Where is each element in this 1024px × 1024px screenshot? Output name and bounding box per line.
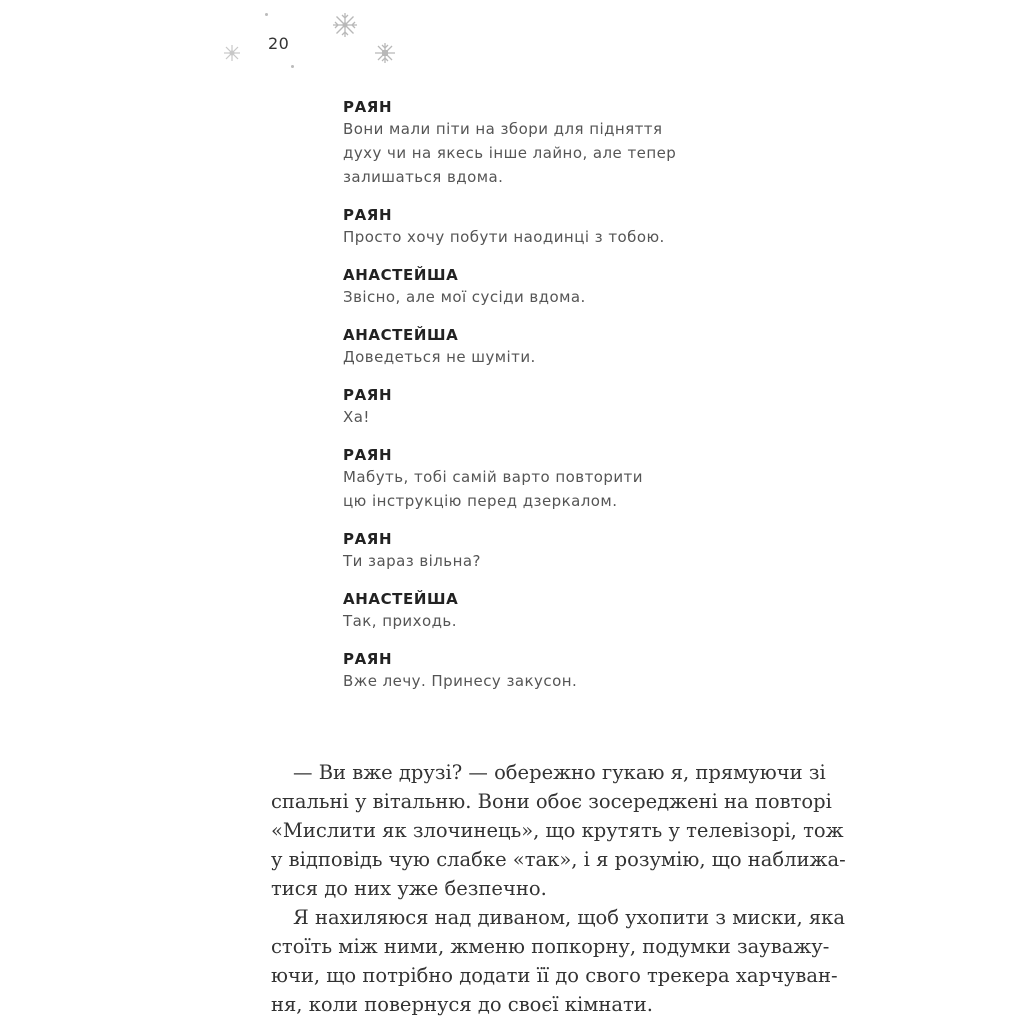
speaker-name: АНАСТЕЙША [343, 266, 459, 284]
message-line: Вже лечу. Принесу закусон. [343, 672, 578, 690]
speaker-name: РАЯН [343, 446, 393, 464]
speaker-name: АНАСТЕЙША [343, 326, 459, 344]
paragraph [271, 903, 845, 1019]
paragraph [271, 758, 846, 903]
dialogue-entry [343, 205, 763, 249]
speaker-name: РАЯН [343, 650, 393, 668]
text-line: у відповідь чую слабке «так», і я розумію, що наближа- [271, 848, 846, 871]
text-line: — Ви вже друзі? — обережно гукаю я, прямуючи зі [293, 761, 826, 784]
text-line: Я нахиляюся над диваном, щоб ухопити з миски, яка [293, 906, 845, 929]
message-line: Ха! [343, 408, 370, 426]
speaker-name: РАЯН [343, 386, 393, 404]
message-line: Вони мали піти на збори для підняття [343, 120, 663, 138]
dialogue-entry [343, 445, 763, 513]
message-line: Так, приходь. [343, 612, 457, 630]
decorative-dot [291, 65, 294, 68]
snowflake-icon [222, 43, 242, 63]
dialogue-entry [343, 529, 763, 573]
dialogue-entry [343, 385, 763, 429]
text-line: спальні у вітальню. Вони обоє зосереджені на повторі [271, 790, 832, 813]
text-line: ня, коли повернуся до своєї кімнати. [271, 993, 653, 1016]
prose-body [271, 758, 846, 1019]
speaker-name: РАЯН [343, 530, 393, 548]
speaker-name: РАЯН [343, 206, 393, 224]
text-line: стоїть між ними, жменю попкорну, подумки зауважу- [271, 935, 830, 958]
dialogue-entry [343, 325, 763, 369]
dialogue-entry [343, 97, 763, 189]
message-line: Просто хочу побути наодинці з тобою. [343, 228, 665, 246]
snowflake-icon [331, 11, 359, 39]
dialogue-entry [343, 589, 763, 633]
speaker-name: АНАСТЕЙША [343, 590, 459, 608]
message-line: Мабуть, тобі самій варто повторити [343, 468, 643, 486]
decorative-dot [265, 13, 268, 16]
message-line: залишаться вдома. [343, 168, 504, 186]
message-line: духу чи на якесь інше лайно, але тепер [343, 144, 677, 162]
message-line: цю інструкцію перед дзеркалом. [343, 492, 618, 510]
text-line: ючи, що потрібно додати її до свого трекера харчуван- [271, 964, 838, 987]
message-line: Звісно, але мої сусіди вдома. [343, 288, 586, 306]
page-number: 20 [268, 34, 290, 53]
speaker-name: РАЯН [343, 98, 393, 116]
message-line: Доведеться не шуміти. [343, 348, 536, 366]
message-line: Ти зараз вільна? [343, 552, 481, 570]
text-line: тися до них уже безпечно. [271, 877, 547, 900]
chat-dialogue [343, 97, 763, 709]
snowflake-icon [373, 41, 397, 65]
dialogue-entry [343, 649, 763, 693]
dialogue-entry [343, 265, 763, 309]
text-line: «Мислити як злочинець», що крутять у телевізорі, тож [271, 819, 844, 842]
